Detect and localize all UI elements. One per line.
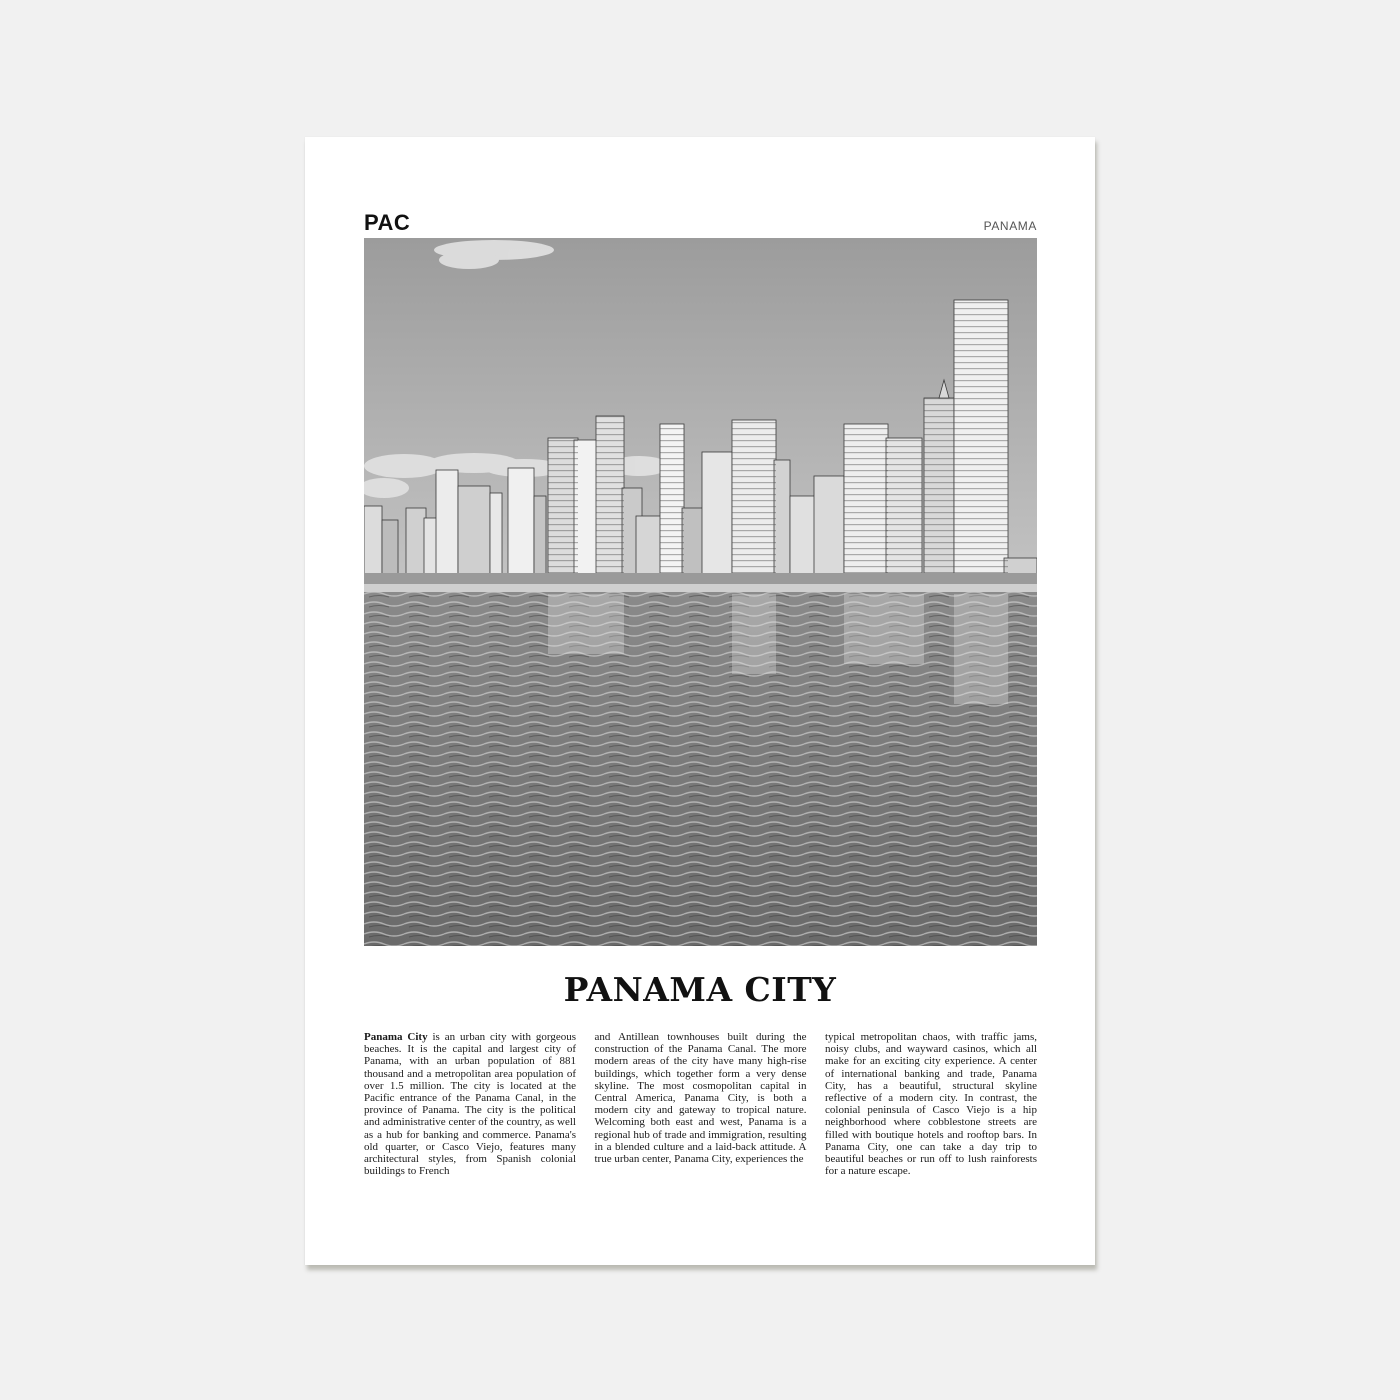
- description-lead: Panama City: [364, 1031, 428, 1043]
- description-column-2: and Antillean townhouses built during the construction of the Panama Canal. The more modern areas of the city have many high-rise buildings, which together form a very dense skyline. The most cosmopolitan capital in Central America, Panama City, is both a modern city and gateway to tropical nature. Welcoming both east and west, Panama is a regional hub of trade and immigration, resulting in a blended culture and a laid-back attitude. A true urban center, Panama City, experiences the: [594, 1031, 807, 1166]
- city-code: PAC: [364, 210, 411, 235]
- country-label: PANAMA: [983, 219, 1037, 233]
- poster: [305, 137, 1095, 1265]
- description-column-3: typical metropolitan chaos, with traffic jams, noisy clubs, and wayward casinos, which all make for an exciting city experience. A center of international banking and trade, Panama City, has a beautiful, structural skyline reflective of a modern city. In contrast, the colonial peninsula of Casco Viejo is a hip neighborhood where cobblestone streets are filled with boutique hotels and rooftop bars. In Panama City, one can take a day trip to beautiful beaches or run off to lush rainforests for a nature escape.: [825, 1031, 1037, 1178]
- skyline-illustration: [364, 238, 1037, 946]
- description-column-1: [364, 1031, 576, 1193]
- city-skyline-photo: [364, 238, 1037, 946]
- poster-title: PANAMA CITY: [563, 970, 837, 1009]
- description-text-1: is an urban city with gorgeous beaches. It is the capital and largest city of Panama, with an urban population of 881 thousand and a metropolitan area population of over 1.5 million. The city is located at the Pacific entrance of the Panama Canal, in the province of Panama. The city is the political and administrative center of the country, as well as a hub for banking and commerce. Panama's old quarter, or Casco Viejo, features many architectural styles, from Spanish colonial buildings to French: [364, 1031, 576, 1178]
- description-columns: [364, 1031, 1037, 1193]
